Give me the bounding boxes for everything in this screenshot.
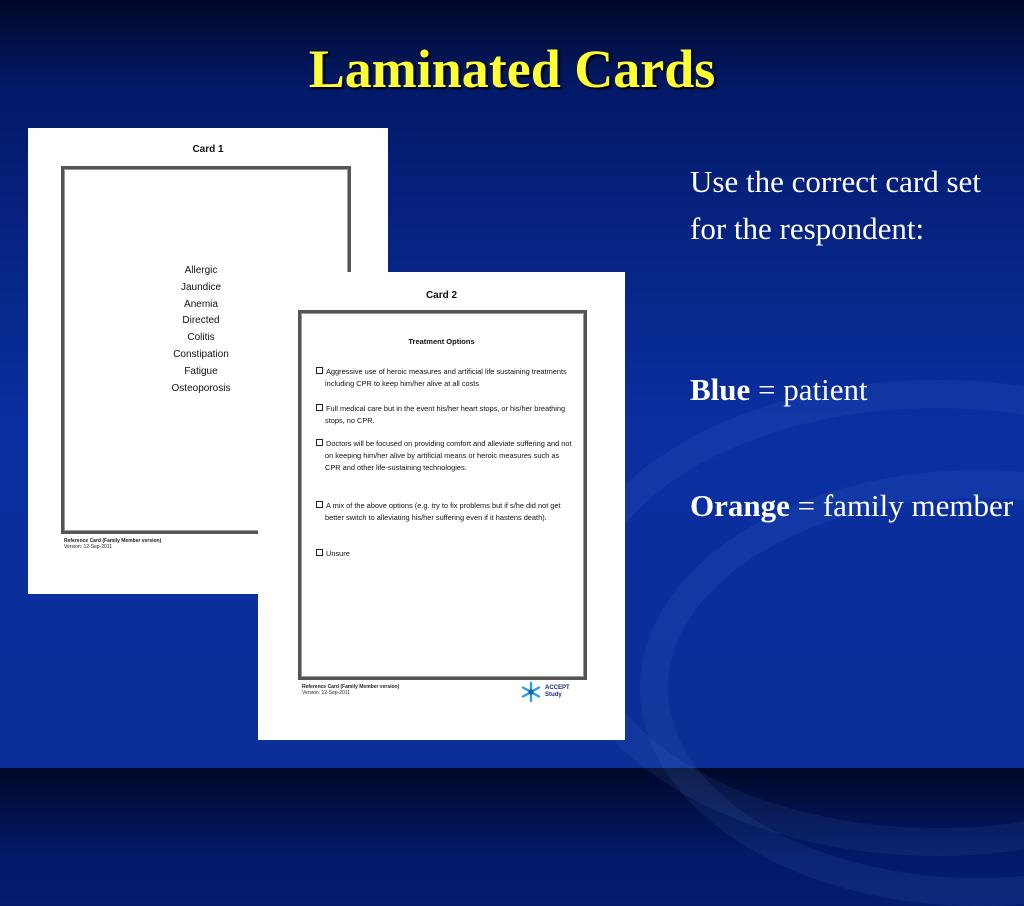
orange-label: Orange bbox=[690, 488, 790, 523]
option-text: Unsure bbox=[326, 549, 350, 558]
term-item: Jaundice bbox=[180, 281, 222, 293]
option-text: Doctors will be focused on providing comfort and alleviate suffering and not on keeping him/her alive by artificial means or heroic measures such as CPR and other life-sustaining technologies. bbox=[325, 439, 572, 472]
card-1-footer-line2: Version: 12-Sep-2011 bbox=[64, 544, 112, 550]
option-text: Full medical care but in the event his/her heart stops, or his/her breathing stops, no CPR. bbox=[325, 404, 566, 425]
term-item: Allergic bbox=[184, 265, 218, 276]
option-item bbox=[316, 500, 575, 524]
card-1-footer-line1: Reference Card (Family Member version) bbox=[64, 538, 162, 544]
term-item: Anemia bbox=[184, 298, 218, 310]
card-2-title: Card 2 bbox=[425, 290, 458, 301]
blue-line bbox=[690, 366, 1020, 413]
card-2-footer-line2: Version: 12-Sep-2011 bbox=[302, 690, 350, 696]
intro-text: Use the correct card set for the respondent: bbox=[690, 164, 981, 246]
orange-value: = family member bbox=[789, 488, 1014, 523]
term-item: Directed bbox=[182, 315, 220, 327]
card-2-heading: Treatment Options bbox=[408, 337, 475, 346]
checkbox-icon bbox=[316, 501, 323, 508]
card-2-footer bbox=[302, 684, 399, 696]
slide-title: Laminated Cards bbox=[308, 39, 716, 99]
option-item bbox=[316, 438, 575, 474]
card-2-image bbox=[258, 272, 625, 740]
term-item: Osteoporosis bbox=[171, 382, 231, 394]
option-text: A mix of the above options (e.g. try to fix problems but if s/he did not get better switch to alleviating his/her suffering even if it hastens death). bbox=[325, 501, 561, 522]
logo-line1: ACCEPT bbox=[545, 685, 570, 691]
card-2-footer-line1: Reference Card (Family Member version) bbox=[302, 684, 400, 690]
accept-study-logo bbox=[520, 681, 570, 703]
blue-label: Blue bbox=[690, 372, 751, 407]
option-item bbox=[316, 403, 575, 427]
logo-text bbox=[545, 685, 570, 699]
option-item bbox=[316, 366, 575, 390]
card-1-footer bbox=[64, 538, 161, 550]
checkbox-icon bbox=[316, 549, 323, 556]
option-item bbox=[316, 548, 575, 560]
card-1-title: Card 1 bbox=[192, 144, 224, 155]
snowflake-icon bbox=[520, 681, 542, 703]
checkbox-icon bbox=[316, 404, 323, 411]
term-item: Colitis bbox=[187, 332, 215, 344]
logo-line2: Study bbox=[545, 692, 562, 698]
checkbox-icon bbox=[316, 439, 323, 446]
checkbox-icon bbox=[316, 367, 323, 374]
blue-value: = patient bbox=[750, 372, 868, 407]
orange-line bbox=[690, 482, 1020, 529]
term-item: Constipation bbox=[173, 348, 229, 360]
option-text: Aggressive use of heroic measures and artificial life sustaining treatments including CPR to keep him/her alive at all costs bbox=[325, 367, 567, 388]
term-item: Fatigue bbox=[184, 365, 218, 377]
